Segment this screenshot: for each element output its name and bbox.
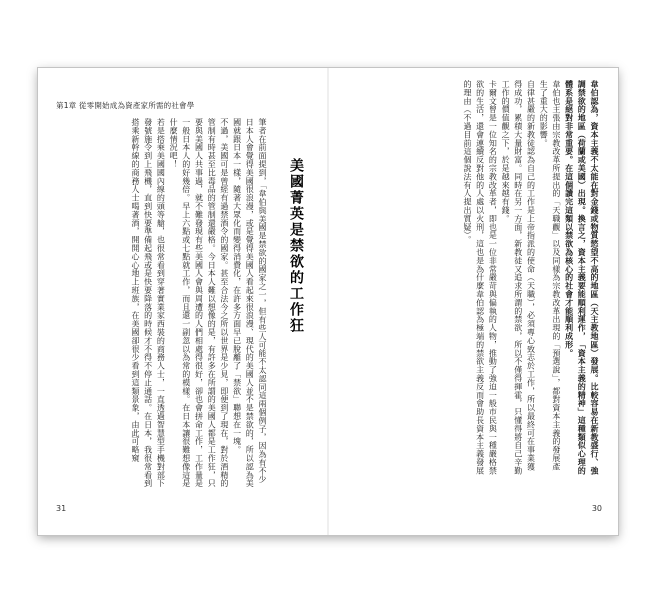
body-paragraph: 筆者在前面提到，「韋伯與美國是禁欲的國家之一，但有些人可能不太認同這兩個例子，因為有不少日本人會覺得美國很浪漫，或是覺得美國人看起來很浪漫、現代的美國人並不是禁欲的，所以認為美國就跟日本一樣，隨著大眾化而變得消費化，在許多方面早已脫離了「禁欲」聯想在一塊。 [232,118,267,488]
left-page [38,68,327,535]
book-spread [38,68,618,535]
body-paragraph: 韋伯也主張由宗教改革所提出的「天職觀」以及同樣為宗教改革出現的「預選說」，都對資本主義的發展產生了重大的影響。 [539,80,561,471]
left-page-body [79,118,307,488]
body-paragraph: 不過，美國可是曾經有過禁酒令的國家。甚至合法今之所以世界是少見，即便到了現在，對於酒精的管制有時甚至比毒品的管制還嚴格。今日本人難以想像的是，有許多在所謂的美國人都是工作狂，只要與美國人共事過，就不難發現有些美國人會與周遭的人們相處得很好，卻也會拼命工作，工作量是一般日本人的好幾倍。早上六點或七點就工作，而且還一副忽以為常的模樣。在日本讓很難想像這是什麼情況吧！ [169,118,229,488]
page-number: 31 [56,504,67,513]
running-head: 第1章 從零開始成為資產家所需的社會學 [56,101,195,110]
body-paragraph: 自律甚嚴的新教徒認為自己的工作是上帝指派的使命（天職），必須專心致志於工作，所以最終可在事業獲得成功，累積大量財富。同時在另一方面，新教徒又追求所謂的禁欲，所以不僅得揮霍，只懂得將自己辛勤工作的價值觀之下，於是越來越有錢。 [501,80,536,475]
body-paragraph: 若是搭乘美國國內線的頭等艙，也很常看到穿著實業家西裝的商務人士，一直透過智慧型手機對部下發號施令到上飛機，直到快要準備起飛或是快要降落的時候才不得不停止通話。在日本，我很常看到搭乘新幹線的商務人士喝著酒，開開心心地上班族，在美國卻很少看到這類景象，由此可略窺 [130,118,166,488]
page-number: 30 [591,504,602,513]
section-title: 美國菁英是禁欲的工作狂 [288,158,304,334]
right-page [329,68,618,535]
body-paragraph: 韋伯認為，資本主義不太能在對金錢或物質慾望不高的地區（天主教地區）發展。比較容易在新教盛行、強調禁欲的地區（荷蘭或美國）出現。換言之，資本主義要能順利運作，「資本主義的精神」這種類似心理的體系是絕對非常重要。在這個讀完這類以禁欲為核心的社會才能順利成形。 [564,80,599,475]
body-paragraph: 卡爾文曾是一位知名的宗教改革者，即也是一位非常嚴苛與偏執的人物，推動了強迫一般市民與一種嚴格禁欲的生活，還會連續反對他的人處以火刑，這也是為什麼韋伯認為極端的禁欲主義反而會助長資本主義發展的理由（不過目前這個說法有人提出質疑）。 [462,80,498,475]
right-page-body [347,80,600,475]
